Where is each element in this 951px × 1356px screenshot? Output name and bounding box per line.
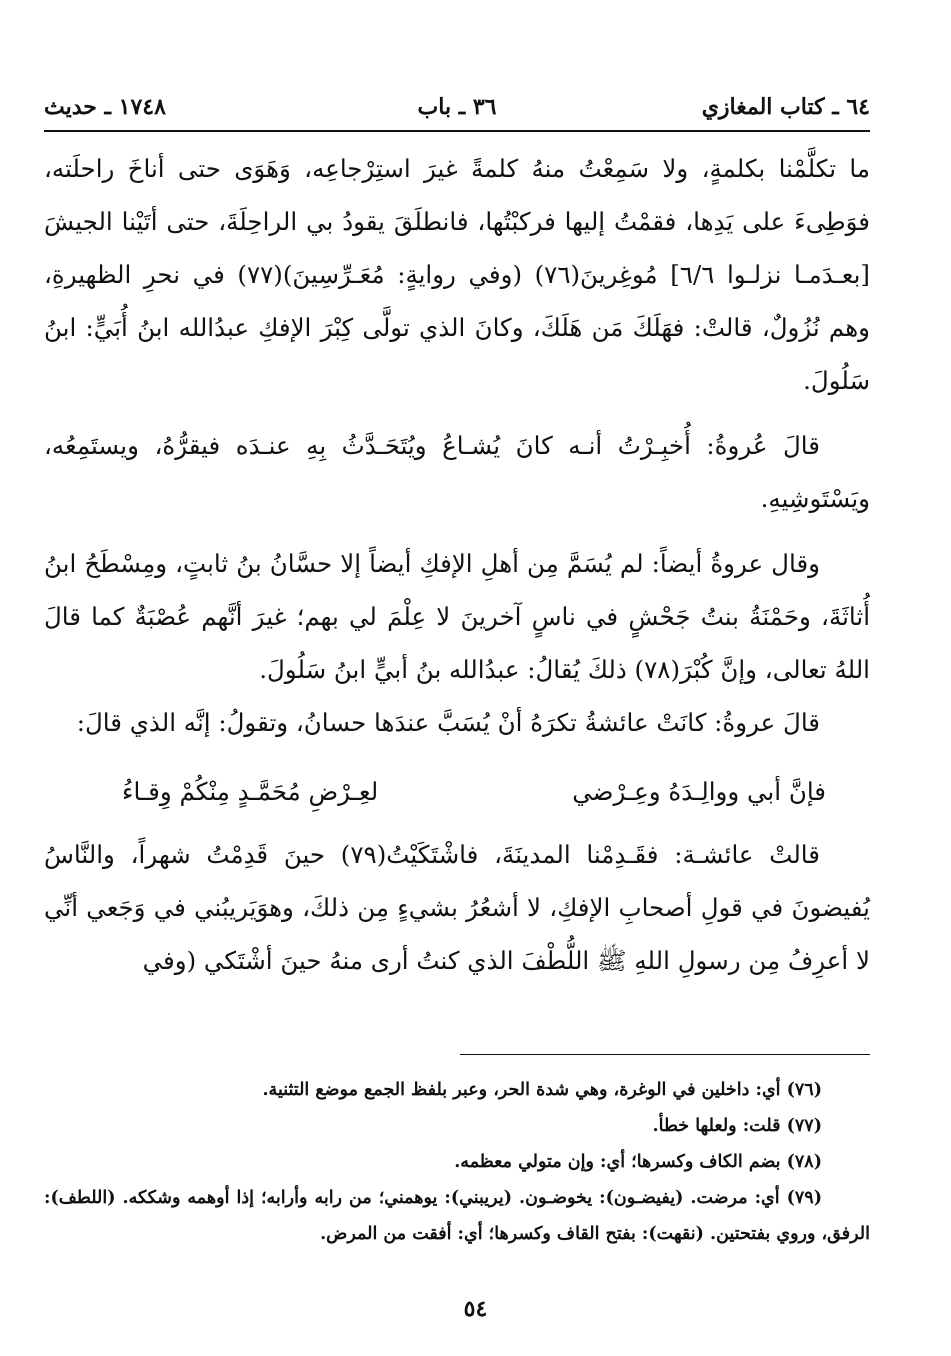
verse-second-hemistich: لعِـرْضِ مُحَمَّـدٍ مِنْكُمْ وِقـاءُ — [122, 777, 379, 806]
header-chapter: ٣٦ ـ باب — [417, 94, 497, 120]
footnote-78: (٧٨) بضم الكاف وكسرها؛ أي: وإن متولي معظمه. — [454, 1152, 822, 1172]
header-hadith-number: ١٧٤٨ ـ حديث — [44, 94, 166, 120]
header-book-title: ٦٤ ـ كتاب المغازي — [701, 94, 870, 120]
paragraph-3: وقال عروةُ أيضاً: لم يُسَمَّ مِن أهلِ الإفكِ أيضاً إلا حسَّانُ بنُ ثابتٍ، ومِسْطَحُ ابنُ أُثاثَةَ، وحَمْنَةُ بنتُ جَحْشٍ في ناسٍ آخرينَ لا عِلْمَ لي بهم؛ غيرَ أنَّهم عُصْبَةٌ كما قالَ اللهُ تعالى، وإنَّ كُبْرَ(٧٨) ذلكَ يُقالُ: عبدُالله بنُ أبيٍّ ابنُ سَلُولَ. — [44, 549, 870, 684]
footnote-76: (٧٦) أي: داخلين في الوغرة، وهي شدة الحر، وعبر بلفظ الجمع موضع التثنية. — [262, 1080, 822, 1100]
footnote-77: (٧٧) قلت: ولعلها خطأ. — [652, 1116, 822, 1136]
header-divider — [44, 130, 870, 132]
paragraph-4: قالَ عروةُ: كانَتْ عائشةُ تكرَهُ أنْ يُسَبَّ عندَها حسانُ، وتقولُ: إنَّه الذي قالَ: — [76, 708, 820, 737]
footnote-79: (٧٩) أي: مرضت. (يفيضـون): يخوضـون. (يريبني): يوهمني؛ من رابه وأرابه؛ إذا أوهمه وشككه. (اللطف): الرفق، وروي بفتحتين. (نقهت): بفتح القاف وكسرها؛ أي: أفقت من المرض. — [44, 1188, 870, 1244]
page-number: ٥٤ — [463, 1296, 488, 1322]
footnotes — [44, 1072, 870, 1252]
main-text — [44, 142, 870, 987]
running-header — [44, 88, 870, 128]
footnote-divider — [460, 1054, 870, 1055]
verse-first-hemistich: فإنَّ أبي ووالِـدَهُ وعِـرْضي — [572, 777, 826, 806]
paragraph-1: ما تكلَّمْنا بكلمةٍ، ولا سَمِعْتُ منهُ كلمةً غيرَ استِرْجاعِه، وَهَوَى حتى أناخَ راحلَته، فوَطِىءَ على يَدِها، فقمْتُ إليها فركبْتُها، فانطلَقَ يقودُ بي الراحِلَةَ، حتى أتَيْنا الجيشَ [بعـدَمـا نزلـوا ٦/٦] مُوغِرينَ(٧٦) (وفي روايةٍ: مُعَـرِّسِينَ)(٧٧) في نحرِ الظهيرةِ، وهم نُزُولٌ، قالتْ: فهَلَكَ مَن هَلَكَ، وكانَ الذي تولَّى كِبْرَ الإفكِ عبدُالله ابنُ أُبَيٍّ: ابنُ سَلُولَ. — [44, 154, 870, 395]
poem-verse — [44, 765, 870, 818]
paragraph-2: قالَ عُروةُ: أُخبِـرْتُ أنـه كانَ يُشـاعُ ويُتَحَـدَّثُ بِهِ عنـدَه فيقرُّهُ، ويستَمِعُه، ويَسْتَوشِيهِ. — [44, 431, 870, 513]
paragraph-5: قالتْ عائشـة: فقَـدِمْنا المدينَةَ، فاشْتَكَيْتُ(٧٩) حينَ قَدِمْتُ شهراً، والنَّاسُ يُفيضونَ في قولِ أصحابِ الإفكِ، لا أشعُرُ بشيءٍ مِن ذلكَ، وهوَيَريبُني في وَجَعي أنِّي لا أعرِفُ مِن رسولِ اللهِ ﷺ اللُّطْفَ الذي كنتُ أرى منهُ حينَ أشْتَكي (وفي — [44, 840, 870, 975]
